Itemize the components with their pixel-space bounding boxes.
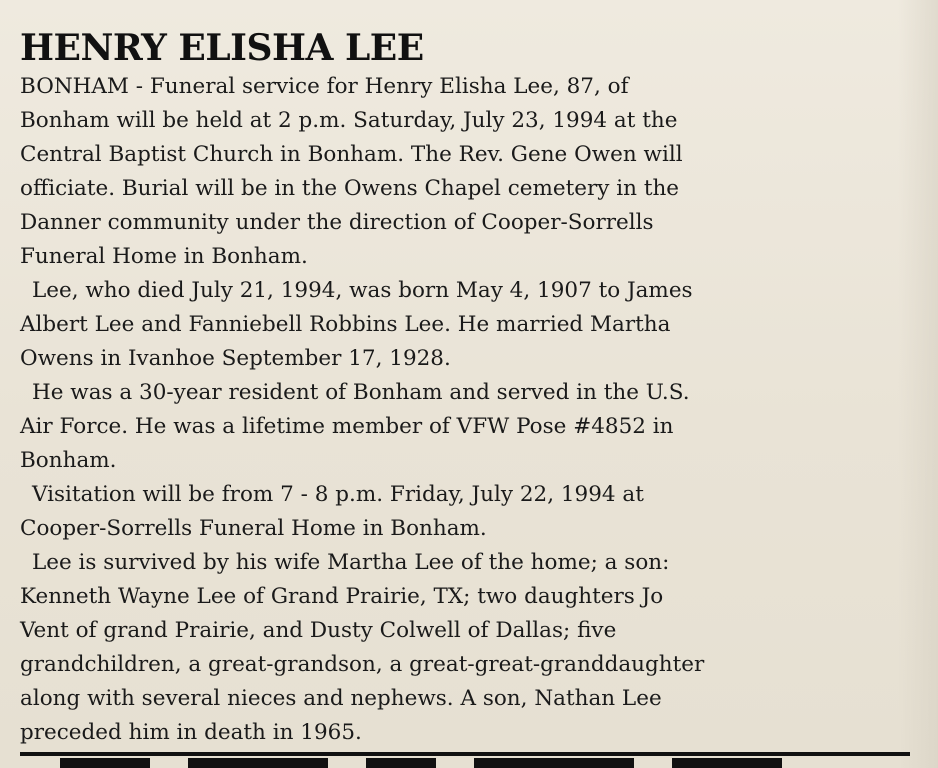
body-line: Funeral Home in Bonham. <box>20 244 308 269</box>
body-line: He was a 30-year resident of Bonham and served in the U.S. <box>32 380 690 405</box>
body-line: Albert Lee and Fanniebell Robbins Lee. He married Martha <box>20 312 671 337</box>
cropped-glyph-fragment <box>474 758 634 768</box>
body-line: Owens in Ivanhoe September 17, 1928. <box>20 346 451 371</box>
body-line: Kenneth Wayne Lee of Grand Prairie, TX; two daughters Jo <box>20 584 664 609</box>
body-line: Cooper-Sorrells Funeral Home in Bonham. <box>20 516 487 541</box>
body-line: officiate. Burial will be in the Owens Chapel cemetery in the <box>20 176 680 201</box>
cropped-next-headline <box>60 758 920 768</box>
body-line: Bonham will be held at 2 p.m. Saturday, July 23, 1994 at the <box>20 108 678 133</box>
obituary-body <box>20 70 900 750</box>
body-line: Lee, who died July 21, 1994, was born May 4, 1907 to James <box>32 278 693 303</box>
body-line: preceded him in death in 1965. <box>20 720 362 745</box>
cropped-glyph-fragment <box>672 758 782 768</box>
body-line: along with several nieces and nephews. A son, Nathan Lee <box>20 686 662 711</box>
body-line: Bonham. <box>20 448 117 473</box>
body-line: Visitation will be from 7 - 8 p.m. Friday, July 22, 1994 at <box>32 482 644 507</box>
body-line: Lee is survived by his wife Martha Lee of the home; a son: <box>32 550 670 575</box>
body-line: Danner community under the direction of Cooper-Sorrells <box>20 210 654 235</box>
cropped-glyph-fragment <box>366 758 436 768</box>
body-line: Vent of grand Prairie, and Dusty Colwell of Dallas; five <box>20 618 617 643</box>
page-edge-shadow <box>898 0 938 768</box>
body-line: Central Baptist Church in Bonham. The Rev. Gene Owen will <box>20 142 683 167</box>
cropped-glyph-fragment <box>60 758 150 768</box>
cropped-glyph-fragment <box>188 758 328 768</box>
body-line: grandchildren, a great-grandson, a great-great-granddaughter <box>20 652 705 677</box>
section-divider-rule <box>20 752 910 756</box>
obituary-headline: HENRY ELISHA LEE <box>20 27 424 69</box>
body-line: BONHAM - Funeral service for Henry Elisha Lee, 87, of <box>20 74 629 99</box>
body-line: Air Force. He was a lifetime member of VFW Pose #4852 in <box>20 414 674 439</box>
